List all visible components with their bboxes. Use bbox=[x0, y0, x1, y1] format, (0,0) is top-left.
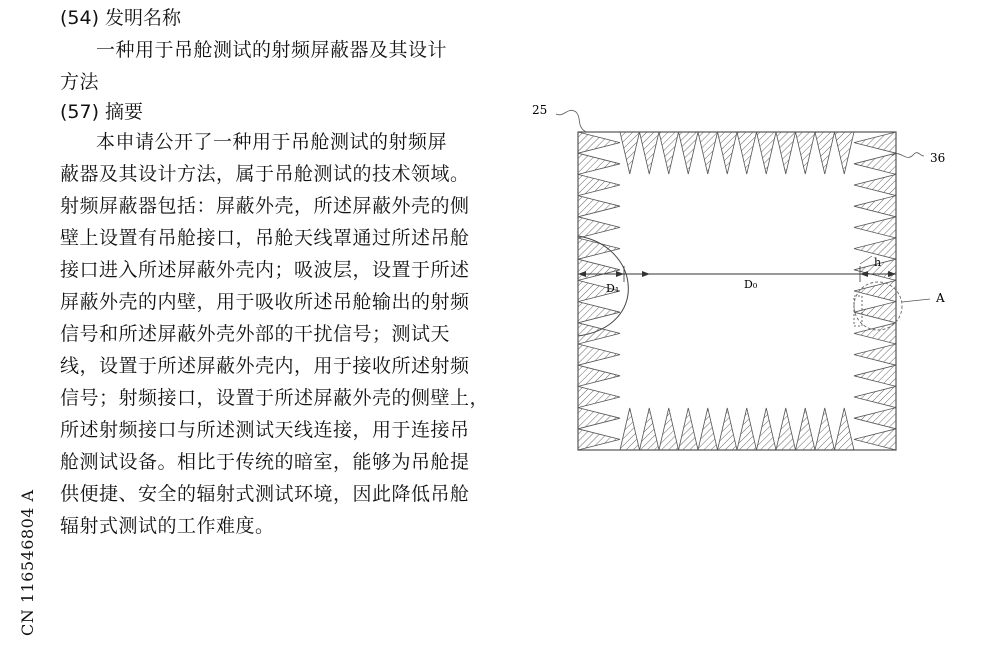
absorber-cone bbox=[835, 408, 855, 450]
absorber-cone bbox=[854, 174, 896, 195]
label-h: h bbox=[874, 256, 882, 269]
absorber-cone bbox=[854, 365, 896, 386]
abstract-line: 壁上设置有吊舱接口，吊舱天线罩通过所述吊舱 bbox=[60, 227, 470, 249]
abstract-line: 线，设置于所述屏蔽外壳内，用于接收所述射频 bbox=[60, 355, 470, 377]
absorber-cone bbox=[854, 132, 896, 153]
label-36: 36 bbox=[930, 151, 946, 165]
absorber-cone bbox=[620, 408, 640, 450]
invention-title-line-2: 方法 bbox=[60, 71, 100, 93]
absorber-cone bbox=[578, 132, 620, 153]
absorber-cone bbox=[578, 217, 620, 238]
abstract-heading: (57) 摘要 bbox=[60, 101, 144, 123]
absorber-cone bbox=[578, 174, 620, 195]
invention-title-heading: (54) 发明名称 bbox=[60, 7, 182, 29]
absorber-cone bbox=[854, 196, 896, 217]
publication-number: CN 116546804 A bbox=[18, 489, 37, 636]
abstract-line: 接口进入所述屏蔽外壳内；吸波层，设置于所述 bbox=[60, 259, 470, 281]
abstract-line: 供便捷、安全的辐射式测试环境，因此降低吊舱 bbox=[60, 483, 470, 505]
abstract-line: 信号和所述屏蔽外壳外部的干扰信号；测试天 bbox=[60, 323, 451, 345]
absorber-cone bbox=[659, 408, 679, 450]
abstract-line: 屏蔽外壳的内壁，用于吸收所述吊舱输出的射频 bbox=[60, 291, 470, 313]
bottom-absorber-layer bbox=[620, 408, 854, 450]
absorber-cone bbox=[698, 132, 718, 174]
absorber-cone bbox=[854, 302, 896, 323]
absorber-cone bbox=[757, 408, 777, 450]
absorber-cone bbox=[854, 344, 896, 365]
abstract-line: 所述射频接口与所述测试天线连接，用于连接吊 bbox=[60, 419, 470, 441]
label-a: A bbox=[936, 291, 945, 305]
absorber-cone bbox=[659, 132, 679, 174]
absorber-cone bbox=[698, 408, 718, 450]
absorber-cone bbox=[679, 408, 699, 450]
abstract-line: 蔽器及其设计方法，属于吊舱测试的技术领域。 bbox=[60, 163, 470, 185]
abstract-line: 射频屏蔽器包括：屏蔽外壳，所述屏蔽外壳的侧 bbox=[60, 195, 470, 217]
absorber-cone bbox=[578, 323, 620, 344]
absorber-cone bbox=[854, 217, 896, 238]
invention-title-line-1: 一种用于吊舱测试的射频屏蔽器及其设计 bbox=[96, 39, 448, 61]
absorber-cone bbox=[578, 238, 620, 259]
absorber-cone bbox=[737, 132, 757, 174]
absorber-cone bbox=[640, 132, 660, 174]
absorber-cone bbox=[737, 408, 757, 450]
leader-36 bbox=[892, 153, 924, 158]
abstract-line: 信号；射频接口，设置于所述屏蔽外壳的侧壁上， bbox=[60, 387, 490, 409]
dim-arrow bbox=[642, 271, 650, 277]
right-absorber-layer bbox=[854, 132, 896, 450]
absorber-cone bbox=[578, 408, 620, 429]
absorber-cone bbox=[796, 408, 816, 450]
absorber-cone bbox=[854, 153, 896, 174]
absorber-cone bbox=[854, 408, 896, 429]
absorber-cone bbox=[578, 386, 620, 407]
absorber-cone bbox=[718, 132, 738, 174]
absorber-cone bbox=[854, 323, 896, 344]
absorber-cone bbox=[854, 429, 896, 450]
absorber-cone bbox=[578, 196, 620, 217]
absorber-cone bbox=[796, 132, 816, 174]
absorber-cone bbox=[815, 132, 835, 174]
absorber-cone bbox=[776, 408, 796, 450]
shield-diagram bbox=[520, 96, 980, 456]
abstract-line: 舱测试设备。相比于传统的暗室，能够为吊舱提 bbox=[60, 451, 470, 473]
abstract-line: 辐射式测试的工作难度。 bbox=[60, 515, 275, 537]
absorber-cone bbox=[578, 344, 620, 365]
label-d1: D₁ bbox=[606, 282, 620, 295]
label-d0: D₀ bbox=[744, 278, 758, 291]
label-25: 25 bbox=[532, 103, 548, 117]
absorber-cone bbox=[679, 132, 699, 174]
absorber-cone bbox=[835, 132, 855, 174]
enclosure-outline bbox=[578, 132, 896, 450]
absorber-cone bbox=[578, 365, 620, 386]
absorber-cone bbox=[854, 280, 896, 301]
absorber-cone bbox=[620, 132, 640, 174]
absorber-cone bbox=[854, 386, 896, 407]
absorber-cone bbox=[718, 408, 738, 450]
absorber-cone bbox=[578, 429, 620, 450]
absorber-cone bbox=[815, 408, 835, 450]
absorber-cone bbox=[578, 302, 620, 323]
leader-25 bbox=[556, 110, 586, 132]
absorber-cone bbox=[776, 132, 796, 174]
absorber-cone bbox=[578, 259, 620, 280]
absorber-cone bbox=[757, 132, 777, 174]
dim-arrow bbox=[616, 271, 624, 277]
top-absorber-layer bbox=[620, 132, 854, 174]
abstract-line: 本申请公开了一种用于吊舱测试的射频屏 bbox=[96, 131, 448, 153]
absorber-cone bbox=[640, 408, 660, 450]
absorber-cone bbox=[578, 153, 620, 174]
